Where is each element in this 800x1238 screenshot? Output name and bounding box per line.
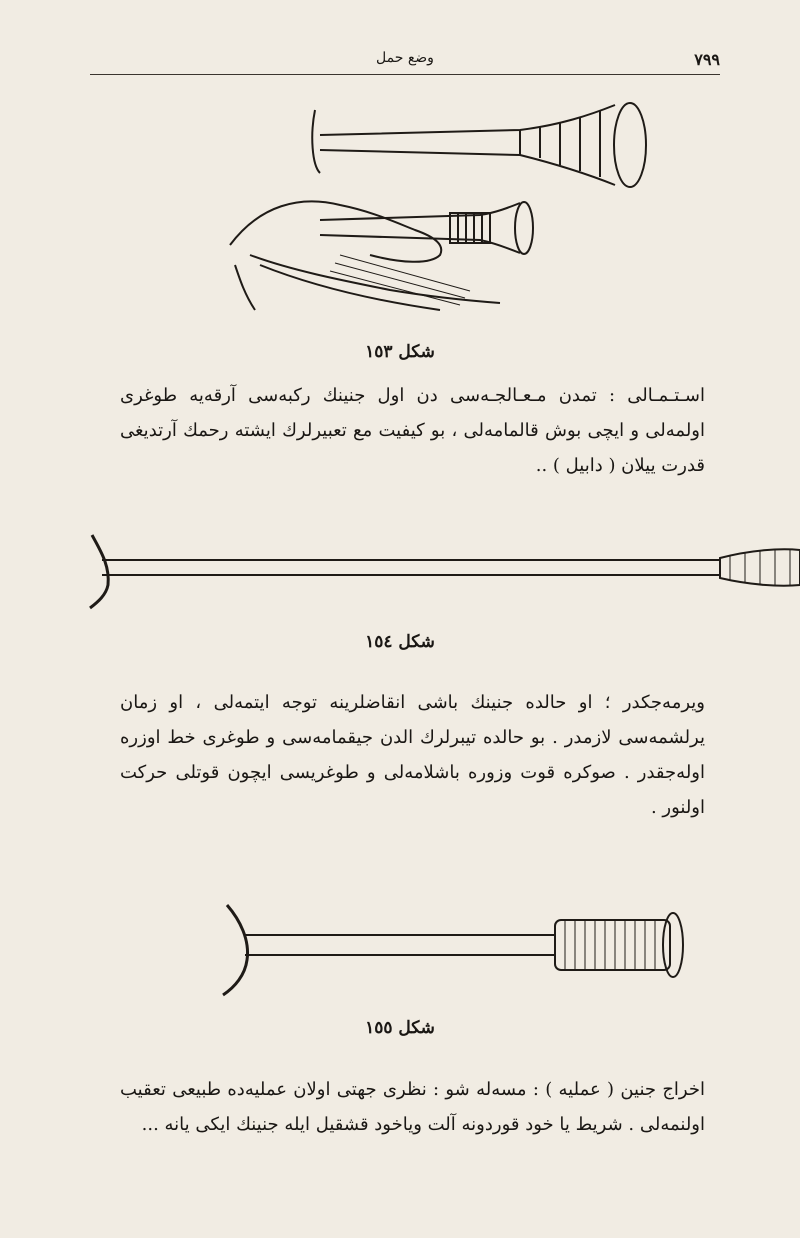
running-title: وضع حمل bbox=[376, 50, 434, 66]
page-header bbox=[90, 50, 720, 72]
figure-154-illustration bbox=[80, 530, 800, 610]
figure-155-caption: شكل ١٥٥ bbox=[365, 1018, 435, 1038]
paragraph-2: ويرمه‌جكدر ؛ او حالده جنينك باشى انقاضلرينه توجه ايتمه‌لى ، او زمان يرلشمه‌سى لازمدر . بو حالده تيبرلرك الدن جيقمامه‌سى و طوغرى خط اوزره اوله‌جقدر . صوكره قوت وزوره باشلامه‌لى و طوغريسى ايچون قوتلى حركت اولنور . bbox=[120, 692, 705, 818]
figure-153-illustration bbox=[220, 95, 650, 325]
figure-153-caption: شكل ١٥٣ bbox=[365, 342, 435, 362]
page-number: ٧٩٩ bbox=[694, 50, 720, 69]
paragraph-3: اخراج جنين ( عمليه ) : مسه‌له شو : نظرى جهتى اولان عمليه‌ده طبيعى تعقيب اولنمه‌لى . شريط يا خود قوردونه آلت وياخود قشقيل ايله جنينك ايكى يانه ... bbox=[120, 1079, 705, 1135]
paragraph-1: اسـتـمـالى : تمدن مـعـالجـه‌سى دن اول جنينك ركبه‌سى آرقه‌يه طوغرى اولمه‌لى و ايچى بوش قالمامه‌لى ، بو كيفيت مع تعبيرلرك ايشته رحمك آرتديغى قدرت ييلان ( دابيل ) .. bbox=[120, 385, 705, 476]
header-rule bbox=[90, 74, 720, 75]
figure-154-caption: شكل ١٥٤ bbox=[365, 632, 435, 652]
figure-155-illustration bbox=[215, 895, 685, 1000]
